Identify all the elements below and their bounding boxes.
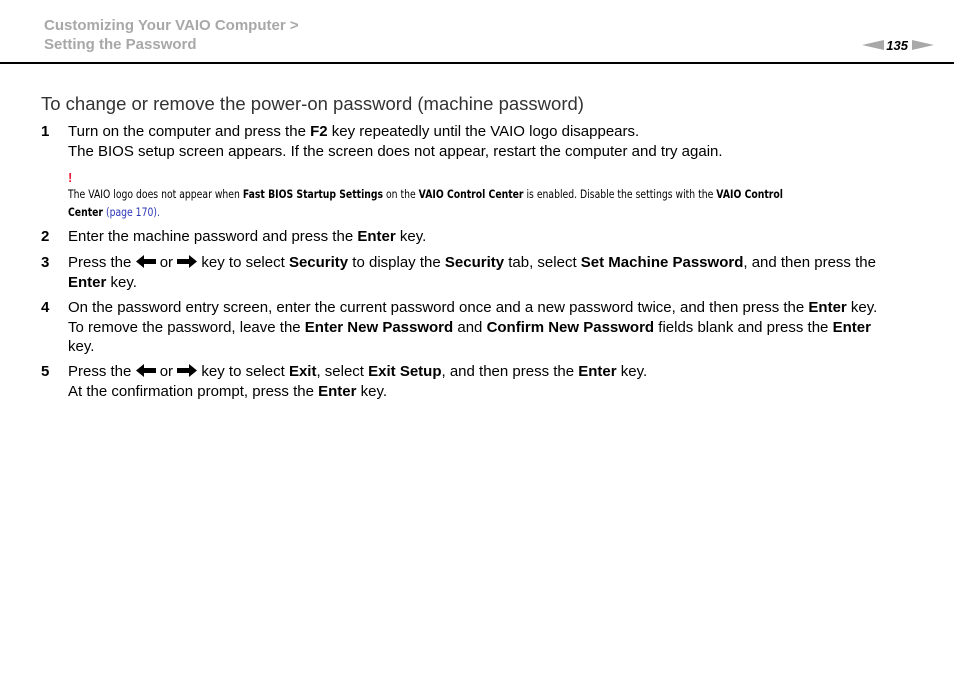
step-text: key.: [395, 228, 427, 245]
note-text: on the: [383, 187, 419, 201]
step-text: or: [155, 363, 178, 380]
field-name: Confirm New Password: [486, 318, 655, 336]
step-text: , and then press the: [441, 363, 579, 380]
step-text: tab, select: [504, 254, 581, 271]
breadcrumb-section[interactable]: Setting the Password: [44, 36, 197, 53]
step-text: key.: [616, 363, 648, 380]
step-4: [41, 298, 921, 357]
step-text: fields blank and press the: [654, 318, 833, 336]
key-name: Enter: [578, 363, 617, 380]
note-text: is enabled. Disable the settings with the: [523, 187, 717, 201]
menu-name: Exit: [288, 363, 317, 380]
step-text: On the password entry screen, enter the current password once and a new password twice, and then press the: [68, 299, 809, 316]
key-name: F2: [310, 123, 328, 140]
caution-mark: !: [68, 170, 73, 185]
step-number: 5: [41, 363, 50, 380]
option-name: Set Machine Password: [580, 254, 744, 271]
step-text: key to select: [197, 363, 289, 380]
key-name: Enter: [68, 273, 107, 291]
step-text: Press the: [68, 363, 136, 380]
step-text: or: [155, 254, 178, 271]
header-divider: [0, 62, 954, 64]
step-text: key.: [846, 299, 878, 316]
option-name: Exit Setup: [368, 363, 442, 380]
tab-name: Security: [444, 254, 505, 271]
step-text: key repeatedly until the VAIO logo disappears.: [327, 123, 640, 140]
left-arrow-key-icon: [136, 364, 156, 377]
step-number: 3: [41, 254, 50, 271]
note-text: The VAIO logo does not appear when: [68, 187, 243, 201]
step-text: , and then press the: [743, 254, 876, 271]
app-name: VAIO Control: [716, 187, 783, 201]
step-text: key to select: [197, 254, 289, 271]
step-text: and: [453, 318, 487, 336]
step-text: Enter the machine password and press the: [68, 228, 358, 245]
step-number: 2: [41, 228, 50, 245]
step-text: To remove the password, leave the: [68, 318, 305, 336]
right-arrow-key-icon: [177, 255, 197, 268]
page-navigator: [862, 36, 934, 54]
step-number: 4: [41, 299, 50, 316]
step-number: 1: [41, 123, 50, 140]
step-text: key.: [106, 273, 137, 291]
app-name: VAIO Control Center: [418, 187, 524, 201]
step-result-text: The BIOS setup screen appears. If the screen does not appear, restart the computer and try again.: [68, 142, 723, 160]
step-2: [41, 227, 921, 247]
next-page-icon[interactable]: [912, 40, 934, 50]
right-arrow-key-icon: [177, 364, 197, 377]
step-text: Turn on the computer and press the: [68, 123, 311, 140]
section-title: To change or remove the power-on password (machine password): [41, 93, 584, 114]
field-name: Enter New Password: [304, 318, 454, 336]
previous-page-icon[interactable]: [862, 40, 884, 50]
step-text: to display the: [348, 254, 445, 271]
step-text: key.: [356, 382, 388, 400]
step-text: key.: [68, 338, 95, 355]
key-name: Enter: [808, 299, 847, 316]
key-name: Enter: [357, 228, 396, 245]
step-text: , select: [316, 363, 369, 380]
menu-name: Security: [288, 254, 349, 271]
app-name: Center: [68, 205, 103, 219]
breadcrumb-chapter[interactable]: Customizing Your VAIO Computer >: [44, 17, 299, 34]
left-arrow-key-icon: [136, 255, 156, 268]
note-text: .: [157, 205, 160, 219]
step-3: [41, 253, 921, 292]
key-name: Enter: [318, 382, 357, 400]
setting-name: Fast BIOS Startup Settings: [242, 187, 384, 201]
key-name: Enter: [832, 318, 871, 336]
step-1: [41, 122, 921, 161]
step-text: Press the: [68, 254, 136, 271]
note-box: [68, 171, 918, 221]
page-number: 135: [886, 37, 908, 53]
page-link[interactable]: (page 170): [105, 205, 158, 219]
step-text: At the confirmation prompt, press the: [68, 382, 319, 400]
step-5: [41, 362, 921, 401]
